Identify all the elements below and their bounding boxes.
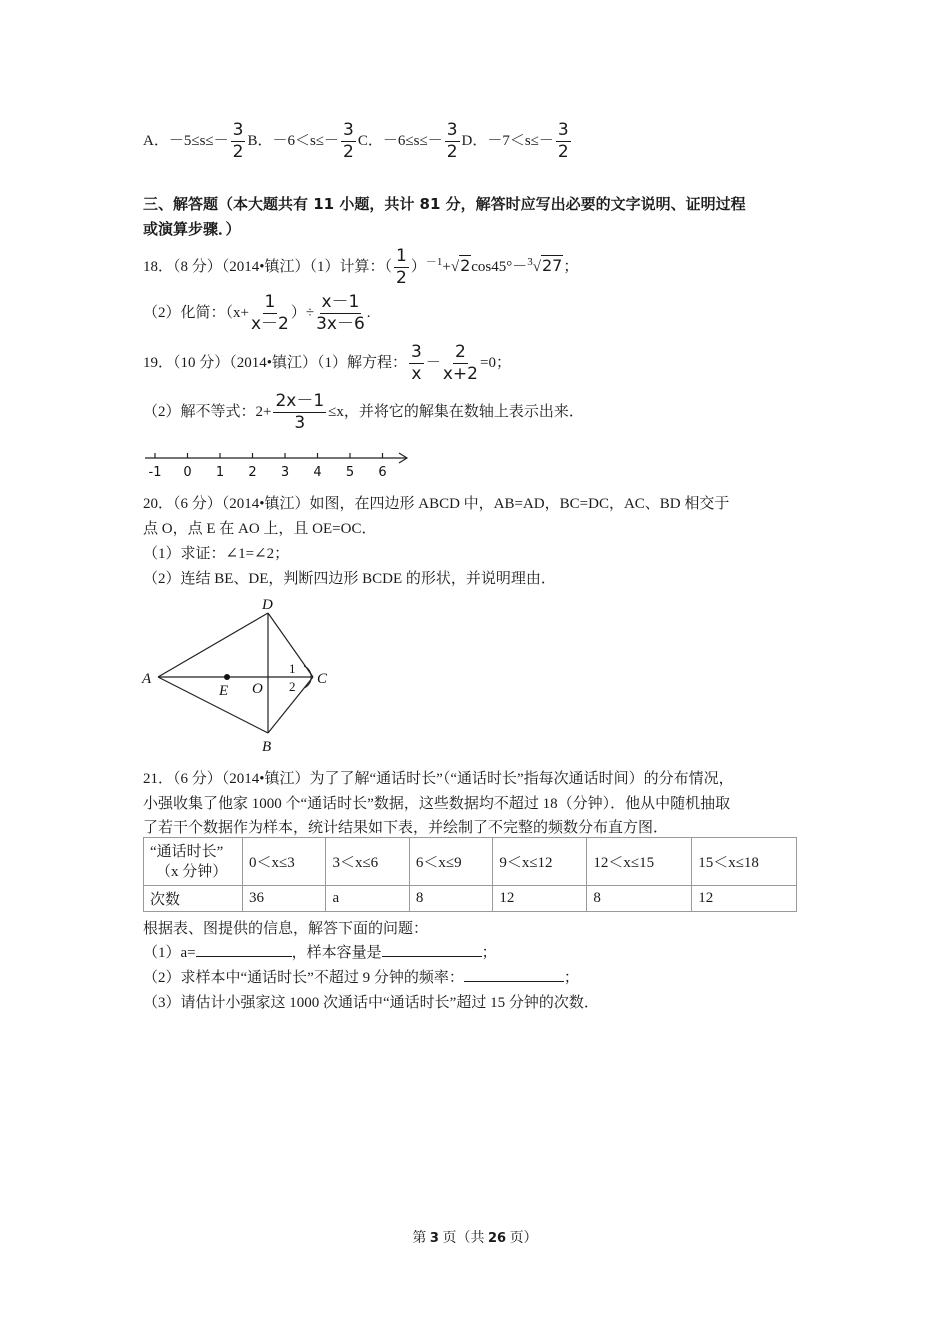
fraction: $\frac{x-1}{3x-6}$ — [316, 292, 365, 334]
table-header-cell: 15＜x≤18 — [692, 838, 797, 886]
answer-blank[interactable] — [196, 942, 292, 957]
q17-options — [143, 122, 573, 161]
sqrt-icon: √ — [450, 258, 460, 275]
q20-line4: （2）连结 BE、DE，判断四边形 BCDE 的形状，并说明理由． — [143, 571, 556, 587]
label-e: E — [219, 683, 229, 699]
label-b: B — [262, 739, 272, 755]
label-angle-2: 2 — [289, 679, 296, 694]
section-heading: 三、解答题（本大题共有 11 小题，共计 81 分，解答时应写出必要的文字说明、证明过程 — [143, 195, 746, 213]
answer-blank[interactable] — [464, 967, 564, 982]
fraction: $\frac{2x-1}{3}$ — [275, 391, 325, 433]
table-cell: 12 — [493, 886, 587, 912]
q21-instructions: 根据表、图提供的信息，解答下面的问题： — [143, 921, 429, 937]
fraction: $\frac{3}{2}$ — [343, 120, 354, 162]
fraction: $\frac{3}{2}$ — [557, 120, 569, 162]
q20-line2: 点 O，点 E 在 AO 上，且 OE=OC． — [143, 521, 377, 537]
axis-label: 1 — [215, 465, 225, 480]
axis-label: 2 — [248, 465, 257, 480]
number-line — [140, 448, 415, 480]
table-header-cell: 12＜x≤15 — [587, 838, 692, 886]
label-a: A — [142, 671, 152, 687]
label-d: D — [262, 597, 273, 613]
answer-blank[interactable] — [382, 942, 482, 957]
table-header-cell: 6＜x≤9 — [409, 838, 492, 886]
axis-label: 6 — [378, 465, 387, 480]
option-d: D．－7＜s≤－ $\frac{3}{2}$ — [461, 120, 569, 162]
table-cell: 36 — [243, 886, 326, 912]
page-footer: 第 3 页（共 26 页） — [412, 1231, 538, 1246]
fraction: $\frac{1}{x-2}$ — [250, 292, 289, 334]
q21-sub3: （3）请估计小强家这 1000 次通话中“通话时长”超过 15 分钟的次数． — [143, 995, 599, 1011]
table-cell: 次数 — [144, 886, 243, 912]
q21-line3: 了若干个数据作为样本，统计结果如下表，并绘制了不完整的频数分布直方图． — [143, 820, 669, 836]
table-cell: a — [326, 886, 409, 912]
q21-sub1: （1）a= ，样本容量是 ； — [143, 941, 497, 962]
axis-label: 5 — [345, 465, 355, 480]
point-e — [224, 674, 230, 680]
table-row — [144, 838, 797, 886]
frequency-table — [143, 837, 797, 912]
q21-sub2: （2）求样本中“通话时长”不超过 9 分钟的频率： ； — [143, 966, 579, 987]
table-header-cell: “通话时长” （x 分钟） — [144, 838, 243, 886]
q21-line1: 21．（6 分）（2014•镇江）为了了解“通话时长”（“通话时长”指每次通话时间）的分布情况， — [143, 771, 734, 787]
q19-part1: 19．（10 分）（2014•镇江）（1）解方程： $\frac{3}{x}$ － $\frac{2}{x+2}$ =0； — [143, 342, 511, 384]
table-cell: 12 — [692, 886, 797, 912]
q19-part2: （2）解不等式：2+ $\frac{2x-1}{3}$ ≤x，并将它的解集在数轴上表示出来． — [143, 391, 584, 433]
option-a: A．－5≤s≤－ $\frac{3}{2}$ — [143, 120, 244, 162]
axis-label: 4 — [313, 465, 322, 480]
fraction: $\frac{3}{2}$ — [232, 120, 244, 162]
cube-root-icon: √ — [532, 258, 541, 275]
table-cell: 8 — [409, 886, 492, 912]
table-header-cell: 3＜x≤6 — [326, 838, 409, 886]
quadrilateral-figure — [138, 593, 338, 755]
table-row — [144, 886, 797, 912]
axis-label: 0 — [183, 465, 192, 480]
option-b: B．－6＜s≤－ $\frac{3}{2}$ — [247, 120, 354, 162]
q21-line2: 小强收集了他家 1000 个“通话时长”数据，这些数据均不超过 18（分钟）．他从中随机抽取 — [143, 796, 731, 812]
table-header-cell: 9＜x≤12 — [493, 838, 587, 886]
label-angle-1: 1 — [289, 661, 296, 676]
q18-part2: （2）化简：（x+ $\frac{1}{x-2}$ ）÷ $\frac{x-1}{3x-6}$ . — [143, 292, 371, 334]
fraction: $\frac{2}{x+2}$ — [442, 342, 478, 384]
table-cell: 8 — [587, 886, 692, 912]
label-o: O — [252, 681, 263, 697]
fraction: $\frac{1}{2}$ — [396, 246, 407, 288]
fraction: $\frac{3}{2}$ — [446, 120, 458, 162]
q20-line1: 20．（6 分）（2014•镇江）如图，在四边形 ABCD 中，AB=AD，BC=DC，AC、BD 相交于 — [143, 496, 730, 512]
q20-line3: （1）求证：∠1=∠2； — [143, 546, 290, 562]
table-header-cell: 0＜x≤3 — [243, 838, 326, 886]
axis-label: -1 — [148, 465, 162, 480]
segment-ad — [158, 613, 268, 677]
fraction: $\frac{3}{x}$ — [411, 342, 422, 384]
section-heading-cont: 或演算步骤．） — [143, 220, 241, 238]
q18-part1: 18．（8 分）（2014•镇江）（1）计算：（ $\frac{1}{2}$ ）$^{-1}$+√2cos45°－$^3$√27； — [143, 246, 579, 288]
option-c: C．－6≤s≤－ $\frac{3}{2}$ — [357, 120, 458, 162]
axis-label: 3 — [280, 465, 290, 480]
label-c: C — [317, 671, 328, 687]
